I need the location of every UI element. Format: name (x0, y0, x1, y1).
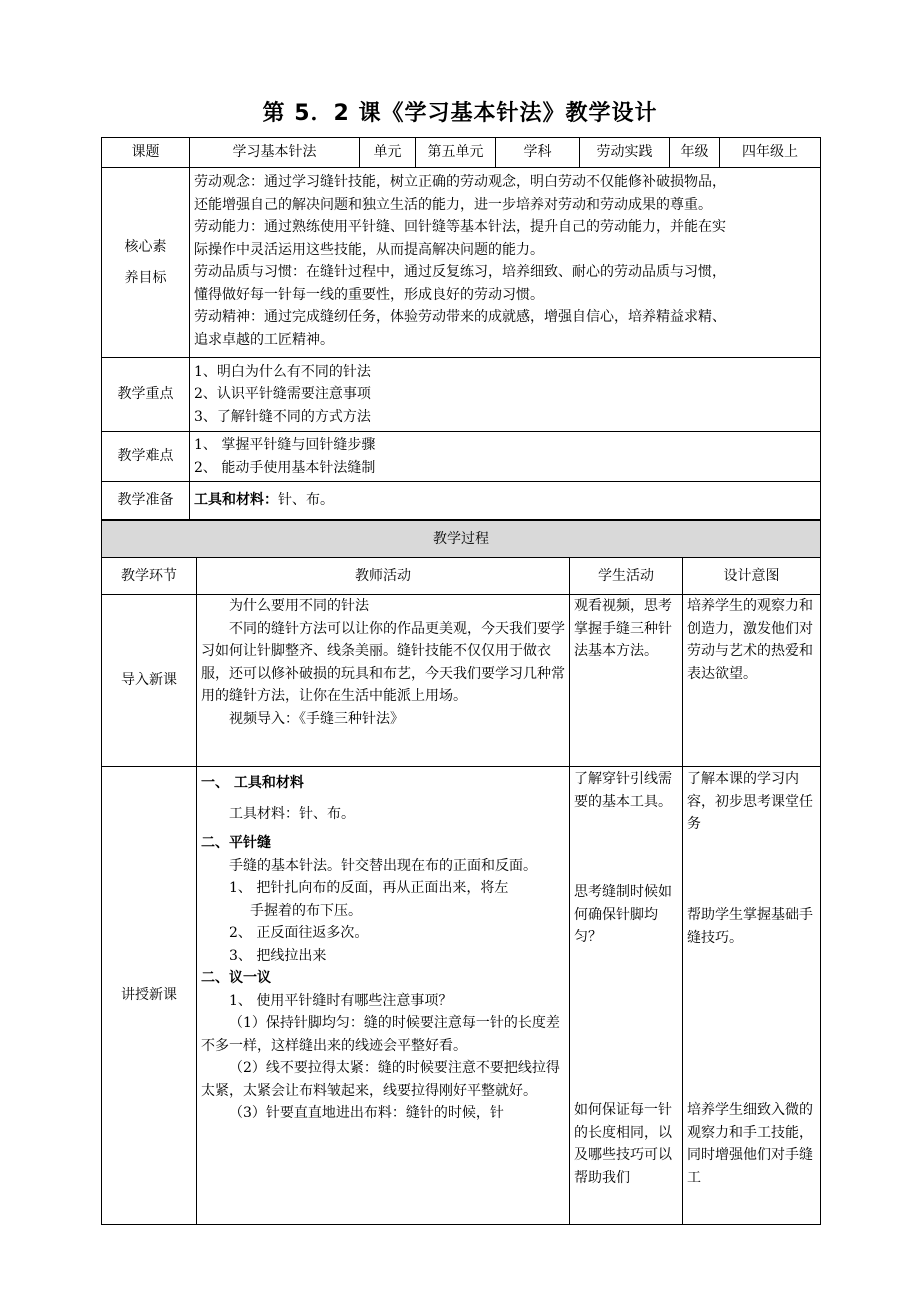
process-header-row (102, 521, 821, 558)
prep-content (190, 482, 821, 520)
intro-teacher (197, 595, 570, 767)
difficult-label: 教学难点 (102, 432, 190, 482)
col-stage: 教学环节 (102, 558, 197, 595)
teach-student-item: 如何保证每一针的长度相同，以及哪些技巧可以帮助我们 (574, 1102, 672, 1186)
key-content (190, 358, 821, 432)
teach-heading: 二、议一议 (201, 970, 271, 986)
teach-teacher (197, 767, 570, 1225)
prep-row (102, 482, 821, 520)
teach-student-item: 思考缝制时候如何确保针脚均匀？ (574, 884, 672, 945)
value-danyuan: 第五单元 (416, 138, 496, 168)
intro-intent: 培养学生的观察力和创造力，激发他们对劳动与艺术的热爱和表达欲望。 (683, 595, 821, 767)
key-item: 2、认识平针缝需要注意事项 (194, 386, 371, 403)
key-row (102, 358, 821, 432)
prep-text: 针、布。 (278, 492, 334, 509)
core-label-2: 养目标 (124, 269, 167, 286)
teach-step: 2、 正反面往返多次。 (229, 925, 369, 941)
teach-stage: 讲授新课 (102, 767, 197, 1225)
process-table (101, 520, 821, 1225)
teach-student-item: 了解穿针引线需要的基本工具。 (574, 771, 672, 810)
teach-point: （2）线不要拉得太紧：缝的时候要注意不要把线拉得太紧，太紧会让布料皱起来，线要拉得刚好平整就好。 (201, 1060, 560, 1099)
page-title: 第 5．2 课《学习基本针法》教学设计 (262, 101, 658, 126)
difficult-row (102, 432, 821, 482)
key-label: 教学重点 (102, 358, 190, 432)
info-row (102, 138, 821, 168)
teach-intent-item: 了解本课的学习内容，初步思考课堂任务 (687, 771, 813, 832)
label-keti: 课题 (102, 138, 190, 168)
difficult-content (190, 432, 821, 482)
teach-intent-item: 帮助学生掌握基础手缝技巧。 (687, 907, 813, 946)
col-teacher: 教师活动 (197, 558, 570, 595)
intro-teacher-line: 视频导入：《手缝三种针法》 (229, 710, 404, 727)
core-row (102, 168, 821, 358)
core-line: 劳动品质与习惯：在缝针过程中，通过反复练习，培养细致、耐心的劳动品质与习惯， (194, 264, 726, 280)
prep-bold: 工具和材料： (194, 492, 278, 509)
col-intent: 设计意图 (683, 558, 821, 595)
label-nianji: 年级 (670, 138, 720, 168)
teach-intent (683, 767, 821, 1225)
teach-heading: 二、平针缝 (201, 835, 271, 851)
core-line: 追求卓越的工匠精神。 (194, 331, 334, 348)
col-student: 学生活动 (570, 558, 683, 595)
core-line: 劳动精神：通过完成缝纫任务，体验劳动带来的成就感，增强自信心，培养精益求精、 (194, 309, 726, 325)
intro-teacher-line: 为什么要用不同的针法 (229, 598, 369, 614)
teach-row (102, 767, 821, 1225)
core-line: 还能增强自己的解决问题和独立生活的能力，进一步培养对劳动和劳动成果的尊重。 (194, 196, 712, 213)
intro-teacher-line: 不同的缝针方法可以让你的作品更美观，今天我们要学习如何让针脚整齐、线条美丽。缝针技能不仅仅用于做衣服，还可以修补破损的玩具和布艺，今天我们要学习几种常用的缝针方法，让你在生活中能派上用场。 (201, 620, 565, 704)
info-table (101, 137, 821, 520)
teach-desc: 手缝的基本针法。针交替出现在布的正面和反面。 (229, 857, 537, 874)
teach-step: 1、 把针扎向布的反面，再从正面出来，将左 (229, 880, 509, 896)
intro-stage: 导入新课 (102, 595, 197, 767)
core-line: 际操作中灵活运用这些技能，从而提高解决问题的能力。 (194, 241, 544, 258)
teach-intent-item: 培养学生细致入微的观察力和手工技能，同时增强他们对手缝工 (687, 1102, 813, 1186)
key-item: 3、了解针缝不同的方式方法 (194, 408, 371, 425)
core-content (190, 168, 821, 358)
process-cols-row (102, 558, 821, 595)
core-label (102, 168, 190, 358)
teach-student (570, 767, 683, 1225)
teach-step: 3、 把线拉出来 (229, 947, 327, 964)
teach-question: 1、 使用平针缝时有哪些注意事项？ (229, 992, 453, 1009)
teach-point: （3）针要直直地进出布料：缝针的时候，针 (229, 1105, 504, 1121)
teach-point: （1）保持针脚均匀：缝的时候要注意每一针的长度差不多一样，这样缝出来的线迹会平整好看。 (201, 1015, 560, 1054)
intro-student: 观看视频，思考掌握手缝三种针法基本方法。 (570, 595, 683, 767)
label-xueke: 学科 (496, 138, 580, 168)
label-danyuan: 单元 (360, 138, 416, 168)
teach-step: 手握着的布下压。 (250, 902, 362, 919)
prep-label: 教学准备 (102, 482, 190, 520)
value-keti: 学习基本针法 (190, 138, 360, 168)
value-nianji: 四年级上 (720, 138, 821, 168)
teach-heading: 一、 工具和材料 (201, 775, 304, 791)
core-line: 懂得做好每一针每一线的重要性，形成良好的劳动习惯。 (194, 286, 544, 303)
core-line: 劳动能力：通过熟练使用平针缝、回针缝等基本针法，提升自己的劳动能力，并能在实 (194, 219, 726, 235)
key-item: 1、明白为什么有不同的针法 (194, 363, 371, 380)
process-header: 教学过程 (102, 521, 821, 558)
value-xueke: 劳动实践 (580, 138, 670, 168)
difficult-item: 1、 掌握平针缝与回针缝步骤 (194, 437, 376, 453)
core-label-1: 核心素 (124, 239, 167, 255)
teach-tools: 工具材料：针、布。 (229, 806, 355, 822)
intro-row (102, 595, 821, 767)
difficult-item: 2、 能动手使用基本针法缝制 (194, 459, 376, 476)
core-line: 劳动观念：通过学习缝针技能，树立正确的劳动观念，明白劳动不仅能修补破损物品， (194, 174, 726, 190)
